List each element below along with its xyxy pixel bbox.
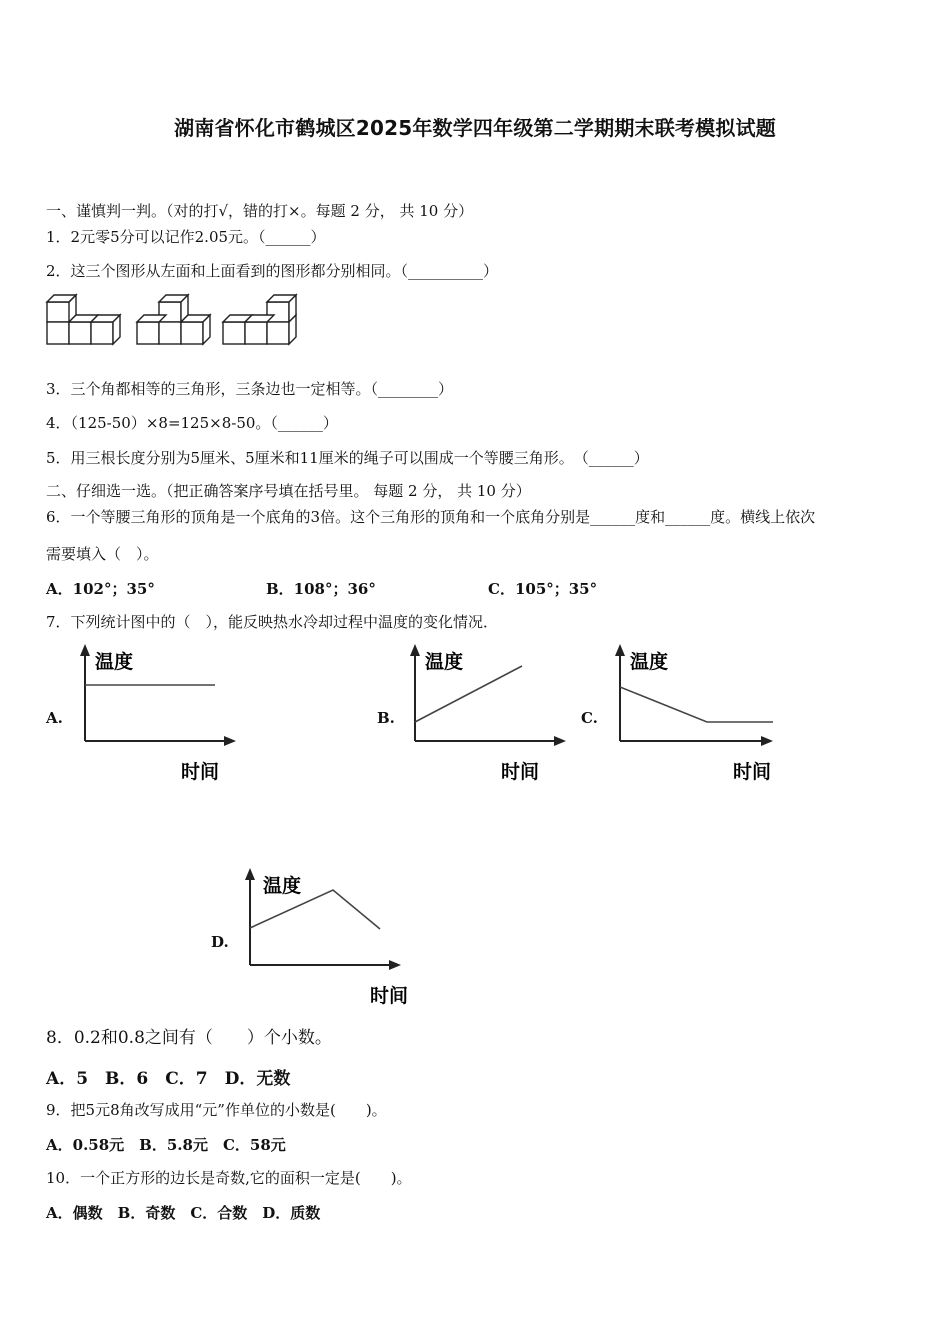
- question-1: 1．2元零5分可以记作2.05元。（______）: [46, 228, 326, 246]
- question-2: 2．这三个图形从左面和上面看到的图形都分别相同。（__________）: [46, 262, 499, 280]
- question-7: 7．下列统计图中的（ ），能反映热水冷却过程中温度的变化情况．: [46, 613, 499, 631]
- chart-d-x-label: 时间: [370, 985, 409, 1007]
- cube-figure-1: [47, 295, 120, 344]
- chart-a: [70, 642, 250, 787]
- question-10: 10．一个正方形的边长是奇数,它的面积一定是( )。: [46, 1169, 412, 1187]
- question-3: 3．三个角都相等的三角形，三条边也一定相等。（________）: [46, 380, 454, 398]
- cube-figures: [44, 290, 304, 350]
- question-7-label-d: D.: [211, 933, 229, 951]
- question-6-option-a: A．102°；35°: [46, 580, 155, 598]
- chart-a-x-label: 时间: [181, 761, 220, 783]
- chart-c-y-label: 温度: [630, 651, 669, 673]
- chart-b: [400, 642, 580, 787]
- chart-b-y-label: 温度: [425, 651, 464, 673]
- question-7-label-c: C.: [581, 709, 598, 727]
- section-2-header: 二、仔细选一选。（把正确答案序号填在括号里。 每题 2 分， 共 10 分）: [46, 482, 531, 500]
- question-6-option-c: C．105°；35°: [488, 580, 598, 598]
- question-9: 9．把5元8角改写成用“元”作单位的小数是( )。: [46, 1101, 387, 1119]
- chart-c-x-label: 时间: [733, 761, 772, 783]
- chart-d-y-label: 温度: [263, 875, 302, 897]
- question-6-line-2: 需要填入（ ）。: [46, 545, 159, 563]
- question-10-options: A．偶数 B．奇数 C．合数 D．质数: [46, 1204, 321, 1222]
- question-7-label-a: A.: [46, 709, 63, 727]
- question-4: 4．（125-50）×8=125×8-50。（______）: [46, 414, 338, 432]
- chart-c-line: [620, 687, 773, 722]
- chart-b-x-label: 时间: [501, 761, 540, 783]
- question-9-options: A．0.58元 B．5.8元 C．58元: [46, 1136, 286, 1154]
- question-8-options: A．5 B．6 C．7 D．无数: [46, 1069, 291, 1089]
- section-1-header: 一、谨慎判一判。（对的打√，错的打×。每题 2 分， 共 10 分）: [46, 202, 474, 220]
- cube-figure-3: [223, 295, 296, 344]
- question-6-option-b: B．108°；36°: [266, 580, 376, 598]
- question-5: 5．用三根长度分别为5厘米、5厘米和11厘米的绳子可以围成一个等腰三角形。 （______）: [46, 449, 649, 467]
- chart-c: [605, 642, 790, 787]
- chart-a-y-label: 温度: [95, 651, 134, 673]
- page-title: 湖南省怀化市鹤城区2025年数学四年级第二学期期末联考模拟试题: [174, 116, 776, 140]
- chart-d: [235, 866, 420, 1011]
- question-6-line-1: 6．一个等腰三角形的顶角是一个底角的3倍。这个三角形的顶角和一个底角分别是______度和______度。横线上依次: [46, 508, 816, 526]
- cube-figure-2: [137, 295, 210, 344]
- question-8: 8．0.2和0.8之间有（ ）个小数。: [46, 1028, 332, 1048]
- question-7-label-b: B.: [377, 709, 395, 727]
- chart-b-line: [415, 666, 522, 722]
